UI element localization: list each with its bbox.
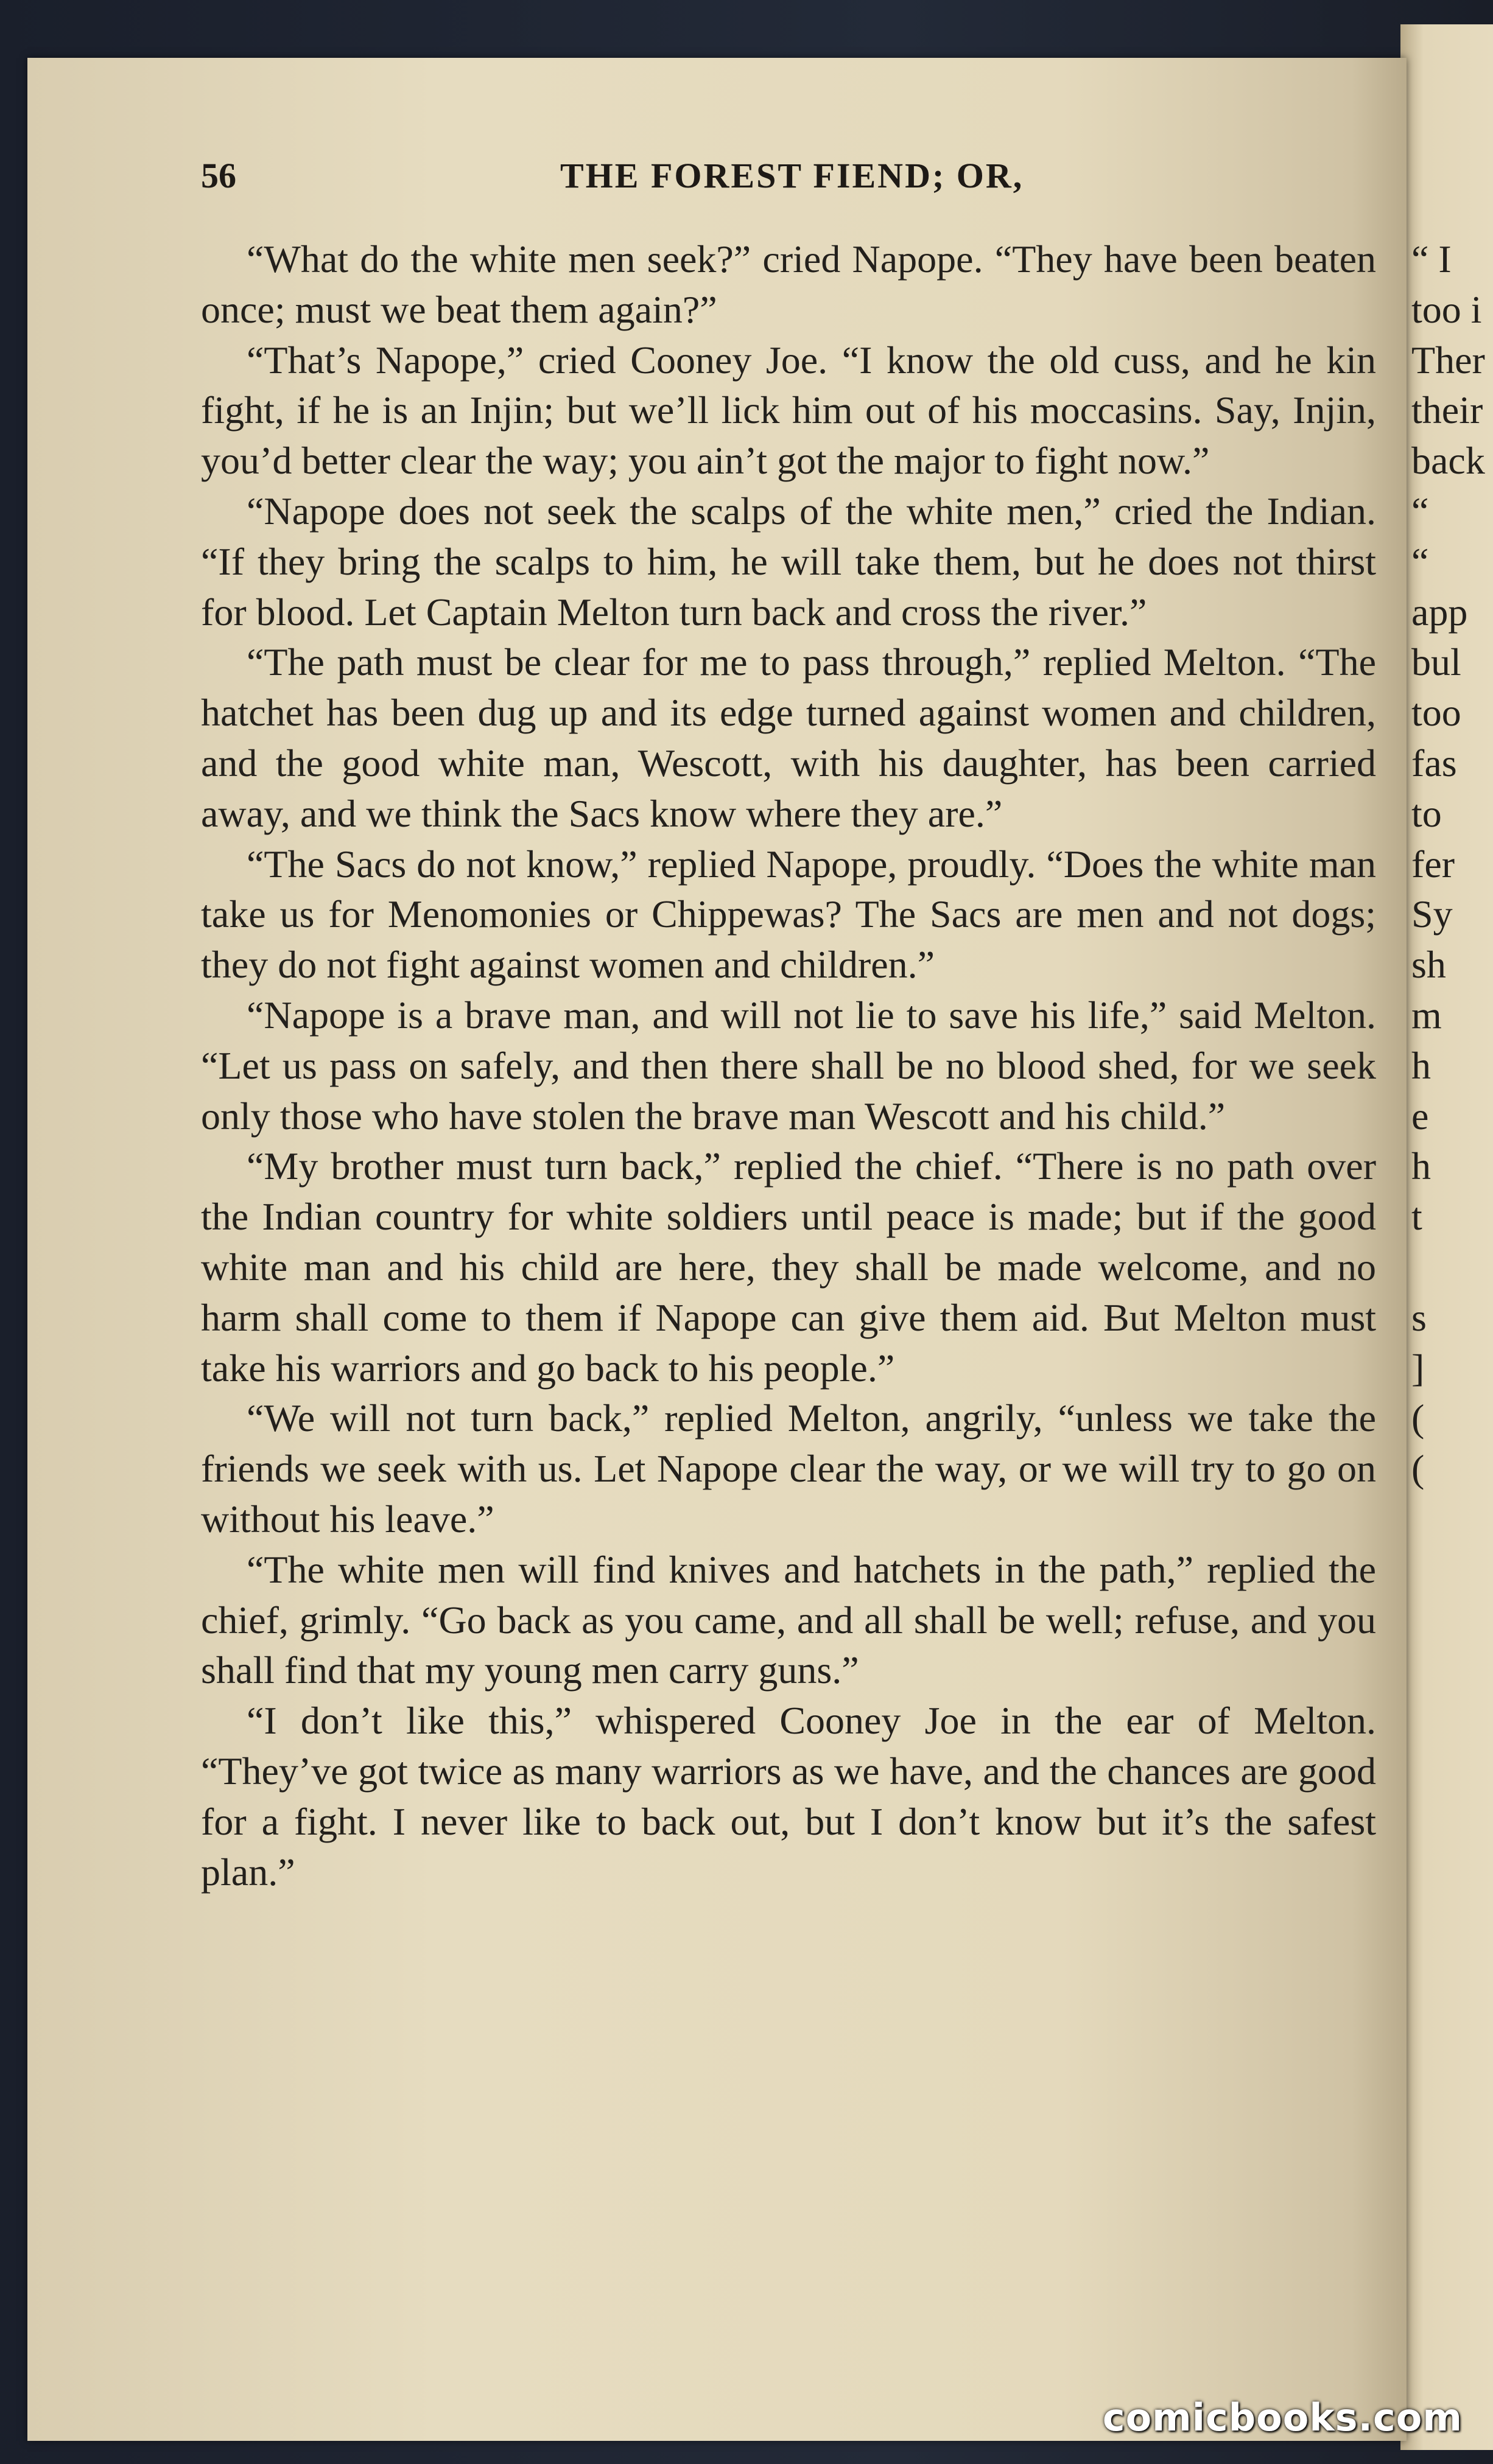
page-number: 56 [201, 156, 236, 195]
paragraph: “The Sacs do not know,” replied Napope, proudly. “Does the white man take us for Menomonies or Chippewas? The Sacs are men and not dogs; they do not fight against women and children.” [201, 842, 1376, 987]
paragraph: “I don’t like this,” whispered Cooney Joe in the ear of Melton. “They’ve got twice as many warriors as we have, and the chances are good for a fight. I never like to back out, but I don’t know but it’s the safest plan.” [201, 1699, 1376, 1894]
right-page-line: too [1411, 691, 1461, 735]
body-text [201, 234, 1376, 1897]
right-page-line: sh [1411, 943, 1446, 987]
right-page-line: app [1411, 590, 1468, 634]
right-page-line: fer [1411, 842, 1455, 886]
right-page-line [1411, 1242, 1491, 1293]
paragraph: “My brother must turn back,” replied the chief. “There is no path over the Indian country for white soldiers until peace is made; but if the good white man and his child are here, they shall be made welcome, and no harm shall come to them if Napope can give them aid. But Melton must take his warriors and go back to his people.” [201, 1144, 1376, 1390]
right-page-line: bul [1411, 640, 1461, 684]
paragraph: “What do the white men seek?” cried Napope. “They have been beaten once; must we beat them again?” [201, 237, 1376, 331]
right-page-line: ( [1411, 1447, 1425, 1491]
right-page-line: t [1411, 1195, 1422, 1239]
right-page-line: to [1411, 791, 1442, 835]
right-page-line: ( [1411, 1396, 1425, 1440]
right-page-line: “ I [1411, 237, 1452, 281]
paragraph: “We will not turn back,” replied Melton, angrily, “unless we take the friends we seek with us. Let Napope clear the way, or we will try to go on without his leave.” [201, 1396, 1376, 1541]
right-page-text [1411, 234, 1491, 1494]
right-page-line: m [1411, 993, 1442, 1037]
paragraph: “That’s Napope,” cried Cooney Joe. “I know the old cuss, and he kin fight, if he is an Injin; but we’ll lick him out of his moccasins. Say, Injin, you’d better clear the way; you ain’t got the major to fight now.” [201, 338, 1376, 483]
paragraph: “Napope does not seek the scalps of the white men,” cried the Indian. “If they bring the scalps to him, he will take them, but he does not thirst for blood. Let Captain Melton turn back and cross the river.” [201, 489, 1376, 634]
watermark: comicbooks.com [1102, 2395, 1463, 2440]
right-page-line: back [1411, 439, 1485, 483]
right-page-line: their [1411, 388, 1483, 432]
right-page-line: “ [1411, 489, 1429, 533]
right-page-line: fas [1411, 741, 1457, 785]
right-page-line: e [1411, 1094, 1429, 1138]
right-page-line: ] [1411, 1346, 1425, 1390]
right-page-line: h [1411, 1043, 1431, 1087]
paragraph: “The white men will find knives and hatchets in the path,” replied the chief, grimly. “Go back as you came, and all shall be well; refuse, and you shall find that my young men carry guns.” [201, 1547, 1376, 1692]
right-page-line: h [1411, 1144, 1431, 1188]
right-page-line: s [1411, 1295, 1427, 1339]
right-page-line: Sy [1411, 892, 1453, 936]
paragraph: “The path must be clear for me to pass through,” replied Melton. “The hatchet has been dug up and its edge turned against women and children, and the good white man, Wescott, with his daughter, has been carried away, and we think the Sacs know where they are.” [201, 640, 1376, 835]
paragraph: “Napope is a brave man, and will not lie to save his life,” said Melton. “Let us pass on safely, and then there shall be no blood shed, for we seek only those who have stolen the brave man Wescott and his child.” [201, 993, 1376, 1138]
right-page-line: “ [1411, 539, 1429, 583]
right-page-line: Ther [1411, 338, 1485, 382]
right-page-line: too i [1411, 287, 1482, 331]
running-title: THE FOREST FIEND; OR, [560, 156, 1024, 195]
